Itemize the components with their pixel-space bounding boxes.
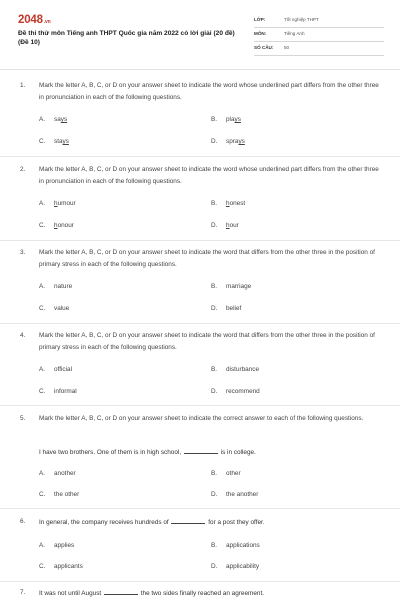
question-instruction: Mark the letter A, B, C, or D on your answer sheet to indicate the word that differs from the other three in the position of primary stress in each of the following questions. bbox=[39, 332, 375, 351]
meta-row-count bbox=[254, 43, 384, 56]
option-a[interactable]: A. applies bbox=[39, 542, 75, 549]
option-c[interactable]: C. honour bbox=[39, 222, 74, 229]
meta-table bbox=[254, 15, 384, 57]
meta-key: SỐ CÂU: bbox=[254, 45, 274, 50]
option-d[interactable]: D. applicability bbox=[211, 563, 260, 570]
option-d[interactable]: D. hour bbox=[211, 222, 239, 229]
option-a[interactable]: A. official bbox=[39, 366, 72, 373]
question-number: 7. bbox=[20, 589, 26, 596]
option-c[interactable]: C. informal bbox=[39, 388, 77, 395]
option-d[interactable]: D. recommend bbox=[211, 388, 260, 395]
question-divider bbox=[0, 323, 400, 324]
meta-value: 50 bbox=[284, 45, 290, 50]
answer-blank bbox=[171, 518, 205, 524]
page-header bbox=[0, 0, 400, 66]
answer-blank bbox=[184, 448, 218, 454]
question-divider bbox=[0, 156, 400, 157]
question-instruction: Mark the letter A, B, C, or D on your answer sheet to indicate the word whose underlined part differs from the other three in pronunciation in each of the following questions. bbox=[39, 82, 379, 101]
option-a[interactable]: A. says bbox=[39, 116, 68, 123]
question-number: 6. bbox=[20, 518, 26, 525]
meta-value: Tốt nghiệp THPT bbox=[284, 17, 319, 22]
question-instruction: Mark the letter A, B, C, or D on your answer sheet to indicate the word whose underlined part differs from the other three in pronunciation in each of the following questions. bbox=[39, 166, 379, 185]
option-b[interactable]: B. applications bbox=[211, 542, 260, 549]
question-number: 3. bbox=[20, 249, 26, 256]
question-number: 1. bbox=[20, 82, 26, 89]
option-b[interactable]: B. plays bbox=[211, 116, 241, 123]
question-instruction: Mark the letter A, B, C, or D on your answer sheet to indicate the correct answer to each of the following questions. bbox=[39, 415, 364, 422]
meta-key: MÔN: bbox=[254, 31, 267, 36]
option-b[interactable]: B. other bbox=[211, 470, 241, 477]
option-b[interactable]: B. disturbance bbox=[211, 366, 260, 373]
option-a[interactable]: A. humour bbox=[39, 200, 76, 207]
header-divider bbox=[0, 69, 400, 70]
meta-key: LỚP: bbox=[254, 17, 266, 22]
question-number: 4. bbox=[20, 332, 26, 339]
option-d[interactable]: D. sprays bbox=[211, 138, 245, 145]
question-divider bbox=[0, 508, 400, 509]
option-a[interactable]: A. nature bbox=[39, 283, 73, 290]
option-c[interactable]: C. stays bbox=[39, 138, 69, 145]
answer-blank bbox=[104, 589, 138, 595]
question-sentence: I have two brothers. One of them is in high school, is in college. bbox=[39, 449, 256, 456]
question-number: 2. bbox=[20, 166, 26, 173]
meta-row-class bbox=[254, 15, 384, 28]
question-divider bbox=[0, 405, 400, 406]
option-c[interactable]: C. applicants bbox=[39, 563, 83, 570]
question-divider bbox=[0, 240, 400, 241]
option-b[interactable]: B. honest bbox=[211, 200, 246, 207]
document-title: Đề thi thử môn Tiếng anh THPT Quốc gia năm 2022 có lời giải (20 đề) (Đề 10) bbox=[18, 30, 235, 47]
meta-value: Tiếng Anh bbox=[284, 31, 305, 36]
option-c[interactable]: C. value bbox=[39, 305, 70, 312]
question-sentence: It was not until August the two sides finally reached an agreement. bbox=[39, 590, 265, 597]
option-d[interactable]: D. the another bbox=[211, 491, 259, 498]
option-c[interactable]: C. the other bbox=[39, 491, 80, 498]
site-logo[interactable]: 2048.vn bbox=[18, 14, 51, 26]
option-b[interactable]: B. marriage bbox=[211, 283, 252, 290]
option-a[interactable]: A. another bbox=[39, 470, 76, 477]
question-sentence: In general, the company receives hundreds of for a post they offer. bbox=[39, 519, 265, 526]
question-divider bbox=[0, 581, 400, 582]
meta-row-subject bbox=[254, 29, 384, 42]
question-instruction: Mark the letter A, B, C, or D on your answer sheet to indicate the word that differs from the other three in the position of primary stress in each of the following questions. bbox=[39, 249, 375, 268]
question-number: 5. bbox=[20, 415, 26, 422]
option-d[interactable]: D. belief bbox=[211, 305, 242, 312]
